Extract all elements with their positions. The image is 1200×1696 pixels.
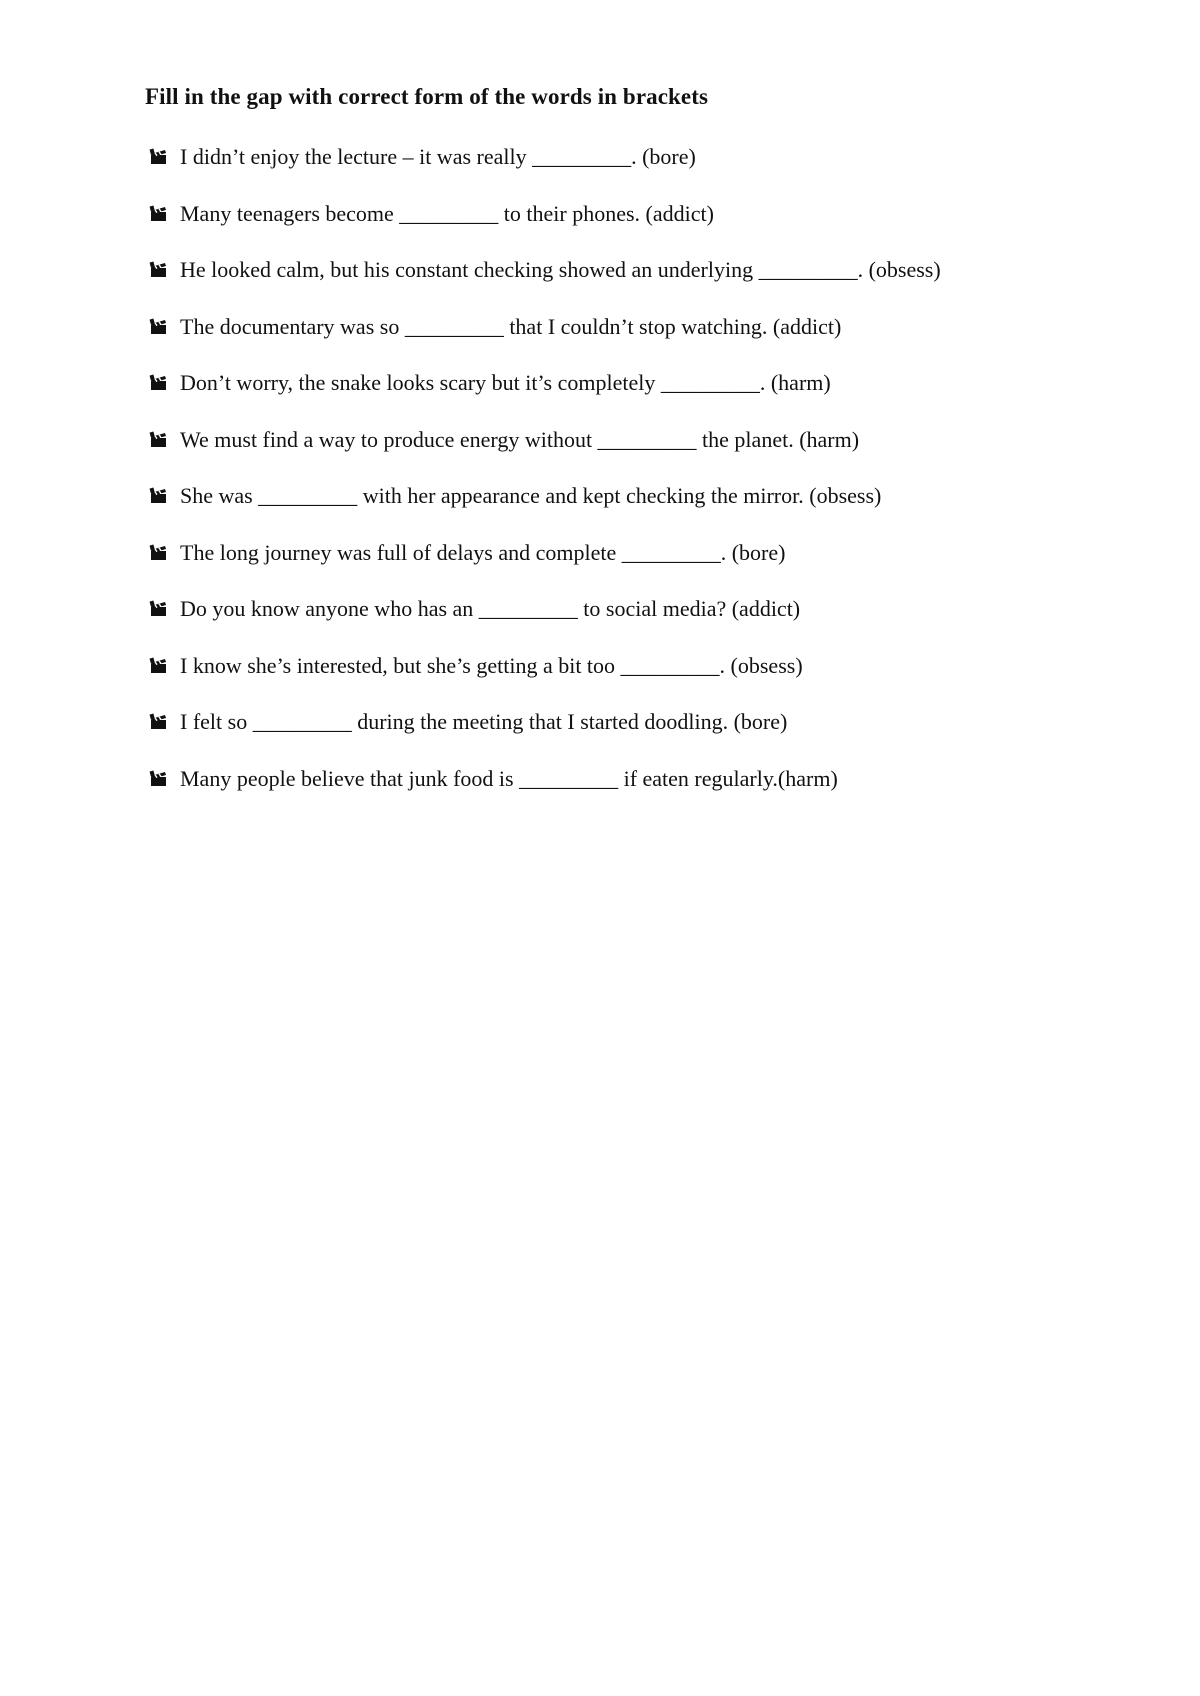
worksheet-title: Fill in the gap with correct form of the words in brackets — [145, 84, 709, 109]
exercise-sentence: I felt so _________ during the meeting that I started doodling. (bore) — [180, 709, 788, 734]
exercise-sentence: We must find a way to produce energy without _________ the planet. (harm) — [180, 426, 860, 452]
exercise-sentence: I know she’s interested, but she’s getting a bit too _________. (obsess) — [180, 652, 803, 678]
exercise-sentence: Do you know anyone who has an _________ to social media? (addict) — [180, 596, 801, 621]
clapperboard-icon — [149, 146, 169, 166]
exercise-sentence: I didn’t enjoy the lecture – it was really _________. (bore) — [180, 144, 696, 169]
clapperboard-icon — [149, 203, 169, 223]
exercise-sentence: He looked calm, but his constant checking showed an underlying _________. (obsess) — [180, 257, 941, 282]
clapperboard-icon — [149, 768, 169, 788]
clapperboard-icon — [149, 372, 169, 392]
clapperboard-icon — [149, 542, 169, 562]
exercise-sentence: The long journey was full of delays and complete _________. (bore) — [180, 539, 786, 565]
clapperboard-icon — [149, 259, 169, 279]
exercise-sentence: Many teenagers become _________ to their phones. (addict) — [180, 200, 714, 226]
clapperboard-icon — [149, 598, 169, 618]
clapperboard-icon — [149, 316, 169, 336]
exercise-sentence: The documentary was so _________ that I couldn’t stop watching. (addict) — [180, 313, 842, 339]
exercise-sentence: She was _________ with her appearance and kept checking the mirror. (obsess) — [180, 483, 882, 508]
clapperboard-icon — [149, 429, 169, 449]
clapperboard-icon — [149, 655, 169, 675]
clapperboard-icon — [149, 711, 169, 731]
exercise-sentence: Many people believe that junk food is _________ if eaten regularly.(harm) — [180, 765, 838, 791]
exercise-sentence: Don’t worry, the snake looks scary but it’s completely _________. (harm) — [180, 370, 831, 395]
clapperboard-icon — [149, 485, 169, 505]
